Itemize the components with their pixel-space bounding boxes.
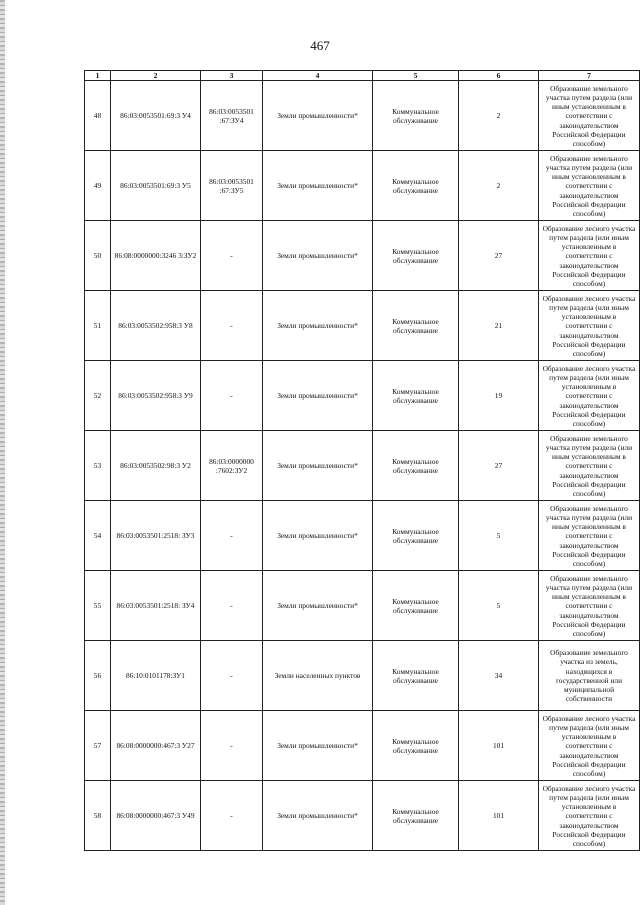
area-cell: 21 bbox=[459, 291, 539, 361]
cadastral-number-cell: 86:03:0053501:69:3 У4 bbox=[111, 81, 201, 151]
table-row bbox=[85, 781, 640, 851]
cadastral-number-cell: 86:10:0101178:ЗУ1 bbox=[111, 641, 201, 711]
page-number: 467 bbox=[310, 38, 330, 53]
area-cell: 27 bbox=[459, 221, 539, 291]
parent-plot-cell: 86:03:0053501 :67:ЗУ4 bbox=[201, 81, 263, 151]
area-cell: 27 bbox=[459, 431, 539, 501]
row-number-cell: 49 bbox=[85, 151, 111, 221]
table-row bbox=[85, 81, 640, 151]
permitted-use-cell: Коммунальное обслуживание bbox=[373, 781, 459, 851]
cadastral-number-cell: 86:08:0000000:3246 3:ЗУ2 bbox=[111, 221, 201, 291]
formation-method-cell: Образование земельного участка путем раздела (или иным установленным в соответствии с законодательством Российской Федерации способом) bbox=[539, 431, 640, 501]
row-number-cell: 54 bbox=[85, 501, 111, 571]
land-category-cell: Земли промышленности* bbox=[263, 431, 373, 501]
cadastral-number-cell: 86:03:0053501:69:3 У5 bbox=[111, 151, 201, 221]
permitted-use-cell: Коммунальное обслуживание bbox=[373, 361, 459, 431]
land-category-cell: Земли промышленности* bbox=[263, 781, 373, 851]
formation-method-cell: Образование лесного участка путем раздела (или иным установленным в соответствии с законодательством Российской Федерации способом) bbox=[539, 361, 640, 431]
area-cell: 101 bbox=[459, 711, 539, 781]
parent-plot-cell: 86:03:0000000 :7602:ЗУ2 bbox=[201, 431, 263, 501]
area-cell: 2 bbox=[459, 81, 539, 151]
formation-method-cell: Образование земельного участка путем раздела (или иным установленным в соответствии с законодательством Российской Федерации способом) bbox=[539, 571, 640, 641]
permitted-use-cell: Коммунальное обслуживание bbox=[373, 711, 459, 781]
table-row bbox=[85, 361, 640, 431]
land-category-cell: Земли промышленности* bbox=[263, 571, 373, 641]
permitted-use-cell: Коммунальное обслуживание bbox=[373, 431, 459, 501]
land-category-cell: Земли промышленности* bbox=[263, 711, 373, 781]
formation-method-cell: Образование лесного участка путем раздела (или иным установленным в соответствии с законодательством Российской Федерации способом) bbox=[539, 221, 640, 291]
cadastral-number-cell: 86:03:0053502:958:3 У9 bbox=[111, 361, 201, 431]
header-col-5: 5 bbox=[373, 71, 459, 81]
area-cell: 2 bbox=[459, 151, 539, 221]
formation-method-cell: Образование земельного участка путем раздела (или иным установленным в соответствии с законодательством Российской Федерации способом) bbox=[539, 151, 640, 221]
table-row bbox=[85, 501, 640, 571]
parent-plot-cell: - bbox=[201, 641, 263, 711]
header-col-4: 4 bbox=[263, 71, 373, 81]
header-col-2: 2 bbox=[111, 71, 201, 81]
parent-plot-cell: - bbox=[201, 781, 263, 851]
permitted-use-cell: Коммунальное обслуживание bbox=[373, 291, 459, 361]
land-plots-table bbox=[84, 70, 640, 851]
row-number-cell: 53 bbox=[85, 431, 111, 501]
row-number-cell: 52 bbox=[85, 361, 111, 431]
formation-method-cell: Образование земельного участка путем раздела (или иным установленным в соответствии с законодательством Российской Федерации способом) bbox=[539, 81, 640, 151]
table-row bbox=[85, 221, 640, 291]
formation-method-cell: Образование лесного участка путем раздела (или иным установленным в соответствии с законодательством Российской Федерации способом) bbox=[539, 781, 640, 851]
cadastral-number-cell: 86:08:0000000:467:3 У27 bbox=[111, 711, 201, 781]
table-row bbox=[85, 431, 640, 501]
permitted-use-cell: Коммунальное обслуживание bbox=[373, 571, 459, 641]
table-row bbox=[85, 641, 640, 711]
land-category-cell: Земли промышленности* bbox=[263, 291, 373, 361]
row-number-cell: 55 bbox=[85, 571, 111, 641]
scan-edge bbox=[0, 0, 5, 905]
permitted-use-cell: Коммунальное обслуживание bbox=[373, 501, 459, 571]
parent-plot-cell: - bbox=[201, 501, 263, 571]
table-row bbox=[85, 711, 640, 781]
row-number-cell: 51 bbox=[85, 291, 111, 361]
formation-method-cell: Образование земельного участка путем раздела (или иным установленным в соответствии с законодательством Российской Федерации способом) bbox=[539, 501, 640, 571]
parent-plot-cell: - bbox=[201, 571, 263, 641]
land-category-cell: Земли промышленности* bbox=[263, 501, 373, 571]
row-number-cell: 48 bbox=[85, 81, 111, 151]
land-category-cell: Земли промышленности* bbox=[263, 151, 373, 221]
area-cell: 34 bbox=[459, 641, 539, 711]
table-row bbox=[85, 291, 640, 361]
formation-method-cell: Образование лесного участка путем раздела (или иным установленным в соответствии с законодательством Российской Федерации способом) bbox=[539, 711, 640, 781]
formation-method-cell: Образование земельного участка из земель, находящихся в государственной или муниципальной собственности bbox=[539, 641, 640, 711]
area-cell: 5 bbox=[459, 571, 539, 641]
parent-plot-cell: 86:03:0053501 :67:ЗУ5 bbox=[201, 151, 263, 221]
cadastral-number-cell: 86:03:0053502:958:3 У8 bbox=[111, 291, 201, 361]
header-col-3: 3 bbox=[201, 71, 263, 81]
cadastral-number-cell: 86:08:0000000:467:3 У49 bbox=[111, 781, 201, 851]
formation-method-cell: Образование лесного участка путем раздела (или иным установленным в соответствии с законодательством Российской Федерации способом) bbox=[539, 291, 640, 361]
header-col-7: 7 bbox=[539, 71, 640, 81]
area-cell: 19 bbox=[459, 361, 539, 431]
table-header-row bbox=[85, 71, 640, 81]
table-row bbox=[85, 151, 640, 221]
cadastral-number-cell: 86:03:0053502:98:3 У2 bbox=[111, 431, 201, 501]
row-number-cell: 56 bbox=[85, 641, 111, 711]
land-category-cell: Земли населенных пунктов bbox=[263, 641, 373, 711]
parent-plot-cell: - bbox=[201, 221, 263, 291]
area-cell: 101 bbox=[459, 781, 539, 851]
row-number-cell: 50 bbox=[85, 221, 111, 291]
header-col-6: 6 bbox=[459, 71, 539, 81]
parent-plot-cell: - bbox=[201, 361, 263, 431]
permitted-use-cell: Коммунальное обслуживание bbox=[373, 151, 459, 221]
land-category-cell: Земли промышленности* bbox=[263, 221, 373, 291]
row-number-cell: 57 bbox=[85, 711, 111, 781]
cadastral-number-cell: 86:03:0053501:2518: ЗУ3 bbox=[111, 501, 201, 571]
table-row bbox=[85, 571, 640, 641]
cadastral-number-cell: 86:03:0053501:2518: ЗУ4 bbox=[111, 571, 201, 641]
row-number-cell: 58 bbox=[85, 781, 111, 851]
area-cell: 5 bbox=[459, 501, 539, 571]
header-col-1: 1 bbox=[85, 71, 111, 81]
permitted-use-cell: Коммунальное обслуживание bbox=[373, 81, 459, 151]
permitted-use-cell: Коммунальное обслуживание bbox=[373, 641, 459, 711]
land-category-cell: Земли промышленности* bbox=[263, 361, 373, 431]
permitted-use-cell: Коммунальное обслуживание bbox=[373, 221, 459, 291]
land-category-cell: Земли промышленности* bbox=[263, 81, 373, 151]
parent-plot-cell: - bbox=[201, 291, 263, 361]
parent-plot-cell: - bbox=[201, 711, 263, 781]
